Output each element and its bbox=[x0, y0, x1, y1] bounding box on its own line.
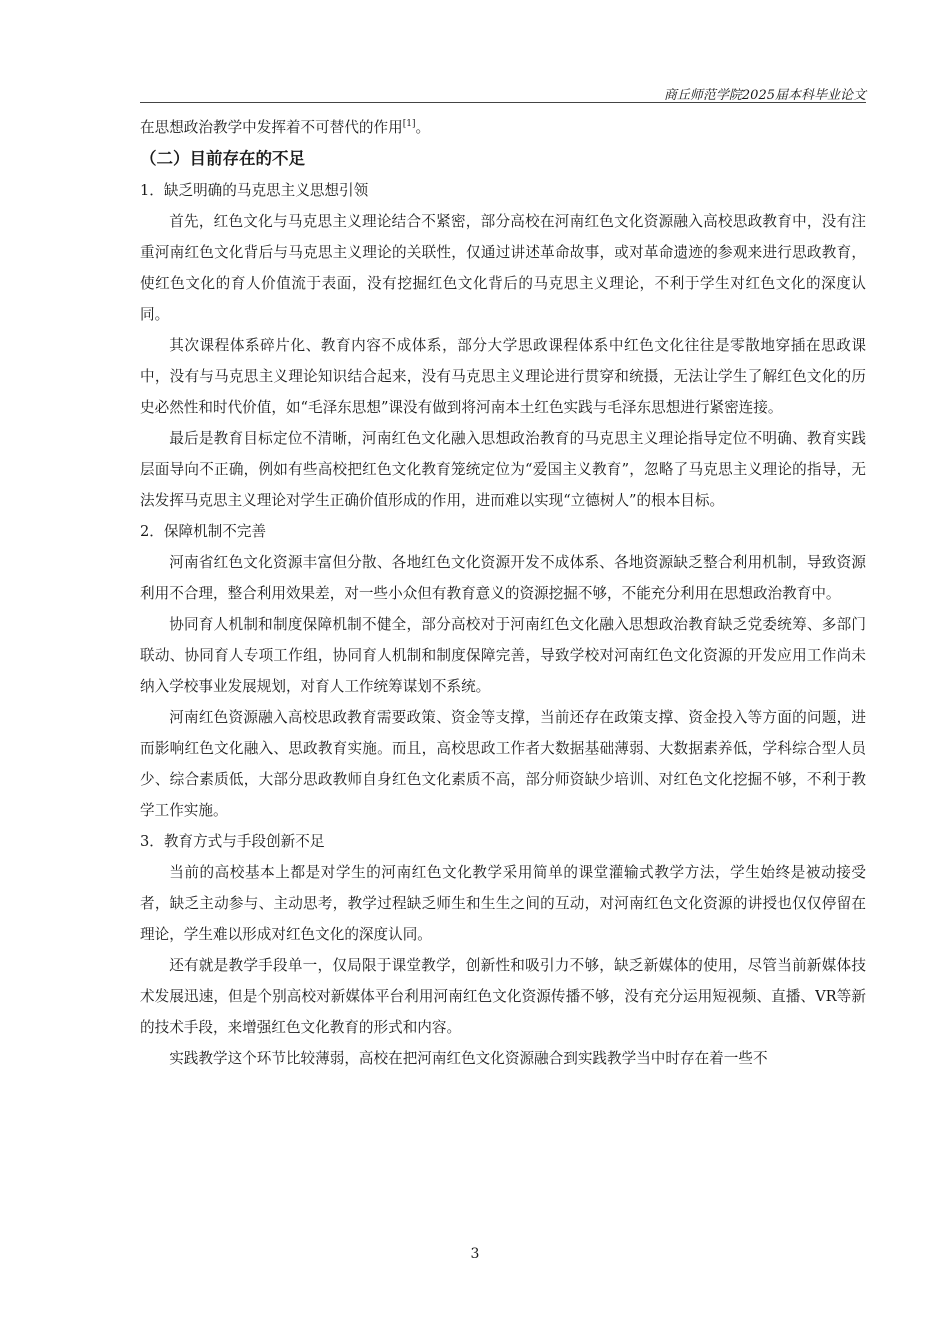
subsection-1-title: 1．缺乏明确的马克思主义思想引领 bbox=[140, 182, 369, 199]
paragraph: 当前的高校基本上都是对学生的河南红色文化教学采用简单的课堂灌输式教学方法，学生始终是被动接受者，缺乏主动参与、主动思考，教学过程缺乏师生和生生之间的互动，对河南红色文化资源的讲授也仅仅停留在理论，学生难以形成对红色文化的深度认同。 bbox=[140, 864, 866, 943]
section-heading: （二）目前存在的不足 bbox=[140, 149, 305, 168]
opening-text: 在思想政治教学中发挥着不可替代的作用 bbox=[140, 119, 403, 136]
running-header: 商丘师范学院2025届本科毕业论文 bbox=[663, 88, 866, 103]
paragraph: 河南红色资源融入高校思政教育需要政策、资金等支撑，当前还存在政策支撑、资金投入等方面的问题，进而影响红色文化融入、思政教育实施。而且，高校思政工作者大数据基础薄弱、大数据素养低，学科综合型人员少、综合素质低，大部分思政教师自身红色文化素质不高，部分师资缺少培训、对红色文化挖掘不够，不利于教学工作实施。 bbox=[140, 709, 866, 819]
paragraph: 河南省红色文化资源丰富但分散、各地红色文化资源开发不成体系、各地资源缺乏整合利用机制，导致资源利用不合理，整合利用效果差，对一些小众但有教育意义的资源挖掘不够，不能充分利用在思想政治教育中。 bbox=[140, 554, 866, 602]
paragraph: 协同育人机制和制度保障机制不健全，部分高校对于河南红色文化融入思想政治教育缺乏党委统筹、多部门联动、协同育人专项工作组，协同育人机制和制度保障完善，导致学校对河南红色文化资源的开发应用工作尚未纳入学校事业发展规划，对育人工作统筹谋划不系统。 bbox=[140, 616, 866, 695]
opening-line bbox=[140, 112, 866, 143]
header-divider bbox=[140, 102, 866, 103]
subsection-2-title: 2．保障机制不完善 bbox=[140, 523, 267, 540]
paragraph: 其次课程体系碎片化、教育内容不成体系，部分大学思政课程体系中红色文化往往是零散地穿插在思政课中，没有与马克思主义理论知识结合起来，没有马克思主义理论进行贯穿和统摄，无法让学生了解红色文化的历史必然性和时代价值，如“毛泽东思想”课没有做到将河南本土红色实践与毛泽东思想进行紧密连接。 bbox=[140, 337, 866, 416]
paragraph: 最后是教育目标定位不清晰，河南红色文化融入思想政治教育的马克思主义理论指导定位不明确、教育实践层面导向不正确，例如有些高校把红色文化教育笼统定位为“爱国主义教育”，忽略了马克思主义理论的指导，无法发挥马克思主义理论对学生正确价值形成的作用，进而难以实现“立德树人”的根本目标。 bbox=[140, 430, 866, 509]
page-body bbox=[140, 112, 866, 1074]
paragraph: 还有就是教学手段单一，仅局限于课堂教学，创新性和吸引力不够，缺乏新媒体的使用，尽管当前新媒体技术发展迅速，但是个别高校对新媒体平台利用河南红色文化资源传播不够，没有充分运用短视频、直播、VR等新的技术手段，来增强红色文化教育的形式和内容。 bbox=[140, 957, 866, 1036]
page-number: 3 bbox=[470, 1246, 480, 1262]
paragraph: 首先，红色文化与马克思主义理论结合不紧密，部分高校在河南红色文化资源融入高校思政教育中，没有注重河南红色文化背后与马克思主义理论的关联性，仅通过讲述革命故事，或对革命遗迹的参观来进行思政教育，使红色文化的育人价值流于表面，没有挖掘红色文化背后的马克思主义理论，不利于学生对红色文化的深度认同。 bbox=[140, 213, 866, 323]
subsection-3-title: 3．教育方式与手段创新不足 bbox=[140, 833, 325, 850]
paragraph: 实践教学这个环节比较薄弱，高校在把河南红色文化资源融合到实践教学当中时存在着一些不 bbox=[169, 1050, 768, 1067]
citation-marker: [1] bbox=[402, 119, 416, 130]
opening-end: 。 bbox=[415, 119, 431, 136]
